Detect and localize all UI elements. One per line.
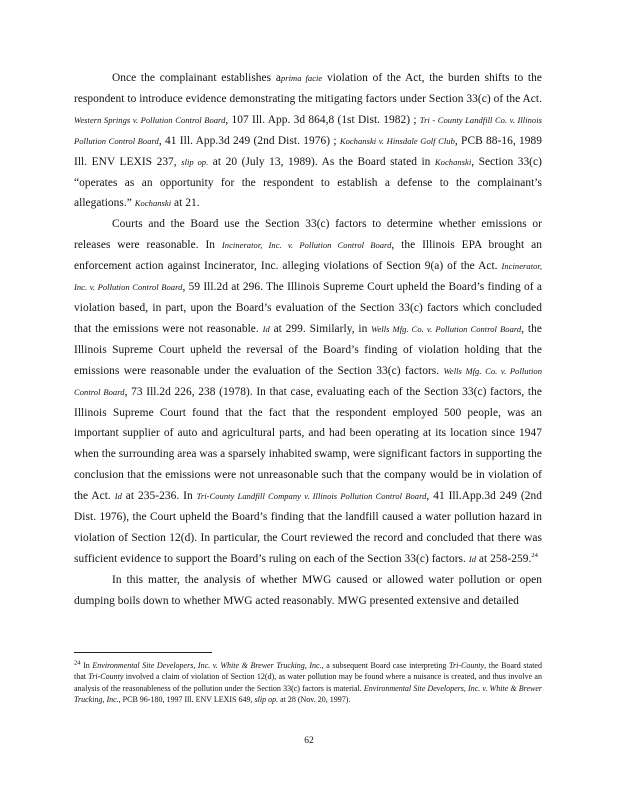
text-run: involved a claim of violation of Section 12(d), as water pollution may be found where a nuisance is created, and thus involve an analysis of the reasonableness of the pollution under the Section 33(c) factors is material. xyxy=(74,672,542,693)
paragraph-mwg-analysis xyxy=(74,570,542,612)
text-run: at 28 (Nov. 20, 1997). xyxy=(278,694,351,704)
case-citation: Kochanski xyxy=(434,156,472,167)
text-run: In xyxy=(80,661,93,670)
case-citation: Tri-County Landfill Company v. Illinois Pollution Control Board xyxy=(196,491,427,502)
text-run: , the Illinois Supreme Court upheld the reversal of the Board’s finding of violation holding that the emissions were reasonable under the evaluation of the Section 33(c) factors. xyxy=(74,322,542,377)
case-citation: Tri - County Landfill Co. v. Illinois Pollution Control Board xyxy=(74,114,543,146)
footnote-24 xyxy=(74,660,542,705)
text-run: Once the complainant establishes a xyxy=(112,72,281,84)
footnote-marker: 24 xyxy=(74,659,81,667)
case-citation: prima facie xyxy=(280,73,323,83)
case-citation: Incinerator, Inc. v. Pollution Control Board xyxy=(221,240,392,251)
case-citation: Id xyxy=(468,553,477,564)
case-citation: Wells Mfg. Co. v. Pollution Control Board xyxy=(371,323,522,334)
text-run: at 258-259. xyxy=(476,552,532,565)
footnote-marker: 24 xyxy=(531,552,538,560)
page-number: 62 xyxy=(304,736,314,746)
text-run: , the Illinois EPA brought an enforcement action against Incinerator, Inc. alleging violations of Section 9(a) of the Act. xyxy=(74,239,542,273)
case-citation: slip op. xyxy=(181,156,209,167)
paragraph-section-33c-factors xyxy=(74,214,542,569)
case-citation: Western Springs v. Pollution Control Board xyxy=(74,114,226,125)
case-citation: Tri-County xyxy=(449,661,485,670)
case-citation: Id xyxy=(262,323,270,334)
text-run: , the Board stated that xyxy=(74,661,542,682)
case-citation: Kochanski v. Hinsdale Golf Club xyxy=(339,135,455,146)
text-run: at 20 (July 13, 1989). As the Board stated in xyxy=(208,155,435,168)
text-run: violation of the Act, the burden shifts to the respondent to introduce evidence demonstrating the mitigating factors under Section 33(c) of the Act. xyxy=(74,72,542,105)
case-citation: Incinerator, Inc. v. Pollution Control Board xyxy=(74,261,542,293)
text-run: , 41 Ill. App.3d 249 (2nd Dist. 1976) ; xyxy=(158,134,340,147)
body-text xyxy=(74,68,542,612)
text-run: , PCB 96-180, 1997 Ill. ENV LEXIS 649, xyxy=(118,694,255,704)
text-run: , 73 Ill.2d 226, 238 (1978). In that case, evaluating each of the Section 33(c) factors, the Illinois Supreme Court found that the fact that the respondent employed 500 people, was an important supplier of auto and agricultural parts, and had been operating at its location since 1947 when the surrounding area was a sparsely inhabited swamp, were significant factors in supporting the conclusion that the emissions were not unreasonable such that the company would be in violation of the Act. xyxy=(74,385,542,503)
text-run: , 59 Ill.2d at 296. The Illinois Supreme Court upheld the Board’s finding of a violation based, in part, upon the Board’s evaluation of the Section 33(c) factors which concluded that the emissions were not reasonable. xyxy=(74,281,542,335)
text-run: In this matter, the analysis of whether MWG caused or allowed water pollution or open dumping boils down to whether MWG acted reasonably. MWG presented extensive and detailed xyxy=(74,573,542,607)
case-citation: Wells Mfg. Co. v. Pollution Control Board xyxy=(74,365,542,397)
case-citation: Tri-County xyxy=(88,672,124,682)
text-run: at 235-236. In xyxy=(121,490,197,503)
case-citation: Id xyxy=(114,491,122,502)
footnote-separator xyxy=(74,652,212,653)
case-citation: slip op. xyxy=(254,694,279,704)
text-run: , 41 Ill.App.3d 249 (2nd Dist. 1976), the Court upheld the Board’s finding that the landfill caused a water pollution hazard in violation of Section 12(d). In particular, the Court reviewed the record and concluded that there was sufficient evidence to support the Board’s ruling on each of the Section 33(c) factors. xyxy=(74,490,543,565)
text-run: Courts and the Board use the Section 33(c) factors to determine whether emissions or releases were reasonable. In xyxy=(74,218,542,252)
case-citation: Kochanski xyxy=(134,198,172,209)
text-run: at 299. Similarly, in xyxy=(269,322,372,335)
text-run: , a subsequent Board case interpreting xyxy=(321,661,450,670)
text-run: at 21. xyxy=(171,197,200,210)
paragraph-burden-shift xyxy=(74,68,542,214)
case-citation: Environmental Site Developers, Inc. v. White & Brewer Trucking, Inc. xyxy=(92,661,322,670)
text-run: , Section 33(c) “operates as an opportunity for the respondent to establish a defense to the complainant’s allegations.” xyxy=(74,155,542,210)
text-run: , PCB 88-16, 1989 Ill. ENV LEXIS 237, xyxy=(74,134,542,168)
case-citation: Environmental Site Developers, Inc. v. White & Brewer Trucking, Inc. xyxy=(74,683,542,704)
text-run: , 107 Ill. App. 3d 864,8 (1st Dist. 1982) ; xyxy=(225,113,420,126)
